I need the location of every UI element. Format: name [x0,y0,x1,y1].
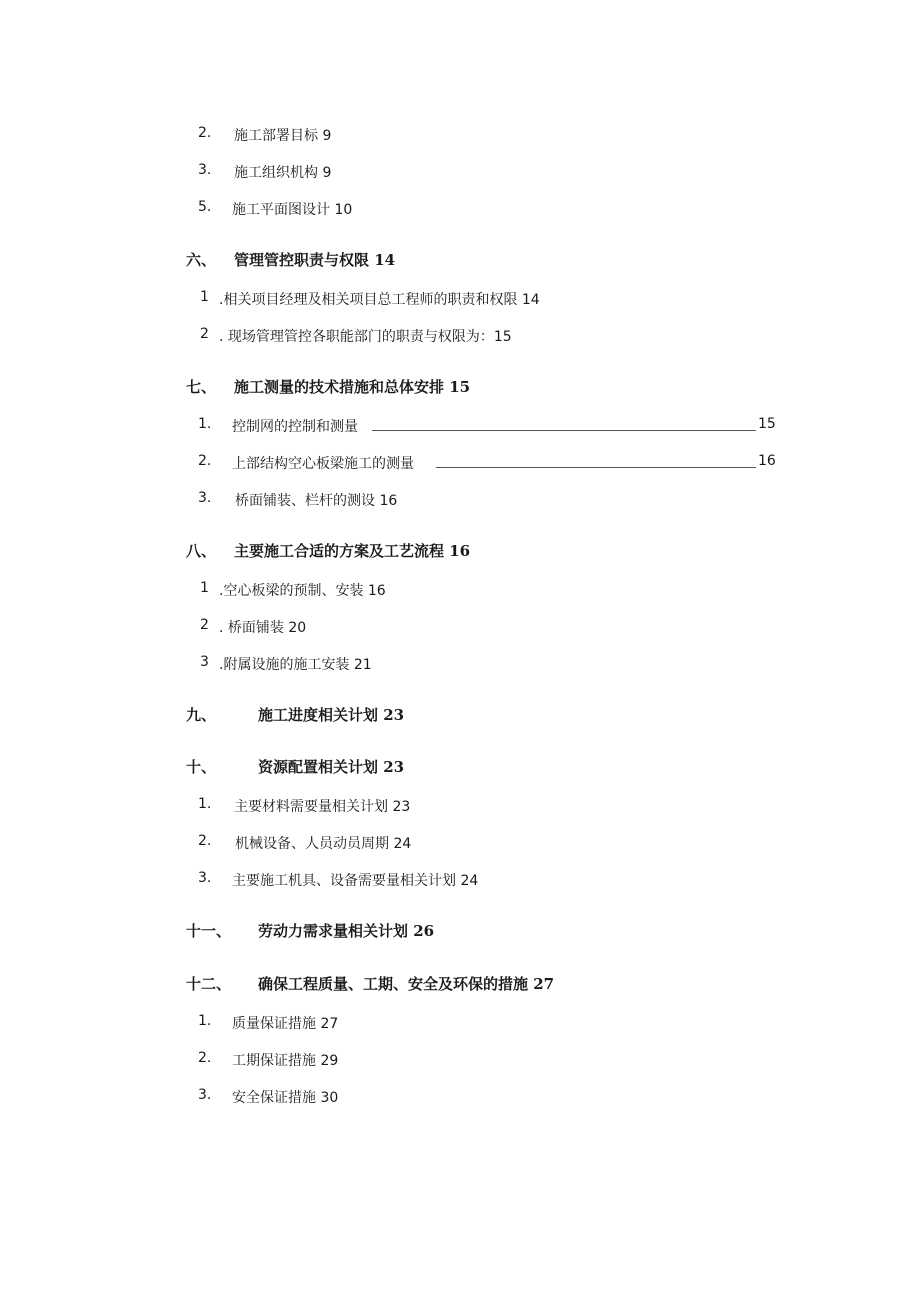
toc-text: 工期保证措施 29 [232,1053,339,1069]
toc-number: 2 [200,326,209,342]
toc-number: 八、 [186,542,217,560]
toc-number: 十、 [186,758,217,776]
toc-text: 上部结构空心板梁施工的测量 [232,456,414,472]
toc-text: 施工进度相关计划 23 [258,706,405,724]
toc-number: 十一、 [186,922,232,940]
toc-text: 施工测量的技术措施和总体安排 15 [234,378,471,396]
toc-number: 1. [198,1013,212,1029]
toc-text: 质量保证措施 27 [232,1016,339,1032]
toc-number: 2. [198,833,212,849]
toc-number: 2 [200,617,209,633]
toc-number: 3 [200,654,209,670]
toc-leader-line [372,430,756,431]
toc-number: 六、 [186,251,217,269]
toc-text: 施工平面图设计 10 [232,202,353,218]
toc-number: 2. [198,453,212,469]
toc-number: 3. [198,1087,212,1103]
toc-number: 1 [200,580,209,596]
toc-text: 资源配置相关计划 23 [258,758,405,776]
toc-text: 劳动力需求量相关计划 26 [258,922,435,940]
toc-text: 主要施工机具、设备需要量相关计划 24 [232,873,479,889]
toc-text: .空心板梁的预制、安装 16 [219,583,386,599]
toc-text: .附属设施的施工安装 21 [219,657,372,673]
toc-number: 1 [200,289,209,305]
toc-text: 施工组织机构 9 [234,165,332,181]
toc-text: 主要材料需要量相关计划 23 [234,799,411,815]
toc-number: 十二、 [186,975,232,993]
toc-number: 1. [198,416,212,432]
toc-text: 施工部署目标 9 [234,128,332,144]
toc-text: 管理管控职责与权限 14 [234,251,396,269]
toc-number: 1. [198,796,212,812]
toc-number: 3. [198,162,212,178]
toc-text: 桥面铺装、栏杆的测设 16 [235,493,398,509]
toc-page-number: 16 [758,453,776,469]
toc-text: 控制网的控制和测量 [232,419,358,435]
toc-text: 确保工程质量、工期、安全及环保的措施 27 [258,975,555,993]
toc-text: .相关项目经理及相关项目总工程师的职责和权限 14 [219,292,540,308]
toc-number: 3. [198,870,212,886]
toc-text: . 桥面铺装 20 [219,620,307,636]
toc-leader-line [436,467,756,468]
toc-number: 七、 [186,378,217,396]
toc-number: 九、 [186,706,217,724]
toc-text: . 现场管理管控各职能部门的职责与权限为：15 [219,329,512,345]
toc-page-number: 15 [758,416,776,432]
toc-text: 主要施工合适的方案及工艺流程 16 [234,542,471,560]
toc-number: 3. [198,490,212,506]
toc-number: 2. [198,1050,212,1066]
toc-text: 机械设备、人员动员周期 24 [235,836,412,852]
toc-number: 2. [198,125,212,141]
toc-text: 安全保证措施 30 [232,1090,339,1106]
toc-number: 5. [198,199,212,215]
